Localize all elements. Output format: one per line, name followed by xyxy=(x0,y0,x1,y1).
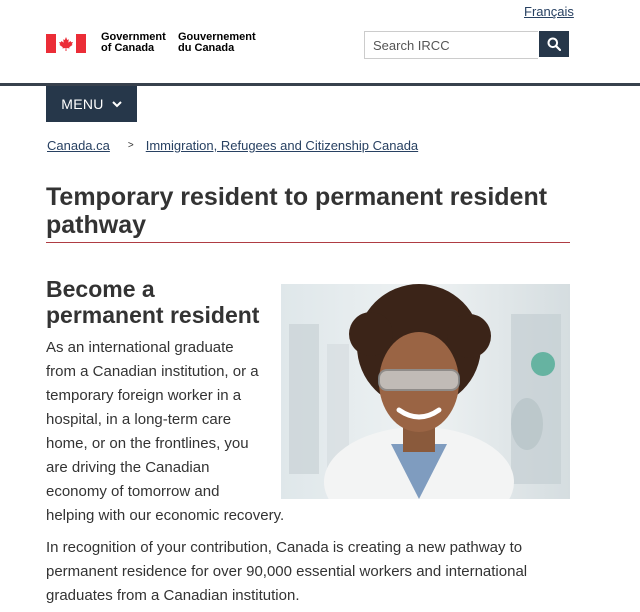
intro-line: home, or on the frontlines, you xyxy=(46,435,249,452)
language-toggle-link[interactable]: Français xyxy=(524,4,574,19)
menu-button[interactable] xyxy=(46,86,137,122)
worker-photo xyxy=(281,284,570,499)
intro-line: hospital, in a long-term care xyxy=(46,411,232,428)
intro-line: are driving the Canadian xyxy=(46,459,210,476)
signature-en-line-1: Government xyxy=(101,31,166,43)
canada-flag-icon xyxy=(46,34,86,53)
signature-en-line-2: of Canada xyxy=(101,42,155,54)
breadcrumb-link-ircc[interactable]: Immigration, Refugees and Citizenship Canada xyxy=(145,138,419,153)
intro-line: As an international graduate xyxy=(46,339,234,356)
search-button[interactable] xyxy=(539,31,569,57)
chevron-down-icon xyxy=(112,101,122,108)
government-signature-fr xyxy=(178,32,256,54)
title-underline xyxy=(46,242,570,243)
breadcrumb-separator: > xyxy=(127,140,134,151)
intro-line: from a Canadian institution, or a xyxy=(46,363,259,380)
breadcrumb-link-canada[interactable]: Canada.ca xyxy=(47,138,110,153)
menu-label: MENU xyxy=(61,96,104,112)
page-title: Temporary resident to permanent resident pathway xyxy=(46,183,548,239)
section-heading: Become a permanent resident xyxy=(46,276,260,328)
signature-fr-line-1: Gouvernement xyxy=(178,31,256,43)
intro-line: temporary foreign worker in a xyxy=(46,387,242,404)
government-signature-en xyxy=(101,32,166,54)
search-icon xyxy=(547,37,561,51)
intro-paragraph xyxy=(46,336,284,528)
recognition-paragraph: In recognition of your contribution, Canada is creating a new pathway to permanent residence for over 90,000 essential workers and international graduates from a Canadian institution. xyxy=(46,539,528,604)
breadcrumb xyxy=(47,138,418,153)
search-input[interactable] xyxy=(364,31,538,59)
intro-line: helping with our economic recovery. xyxy=(46,507,285,524)
intro-line: economy of tomorrow and xyxy=(46,483,220,500)
signature-fr-line-2: du Canada xyxy=(178,42,235,54)
